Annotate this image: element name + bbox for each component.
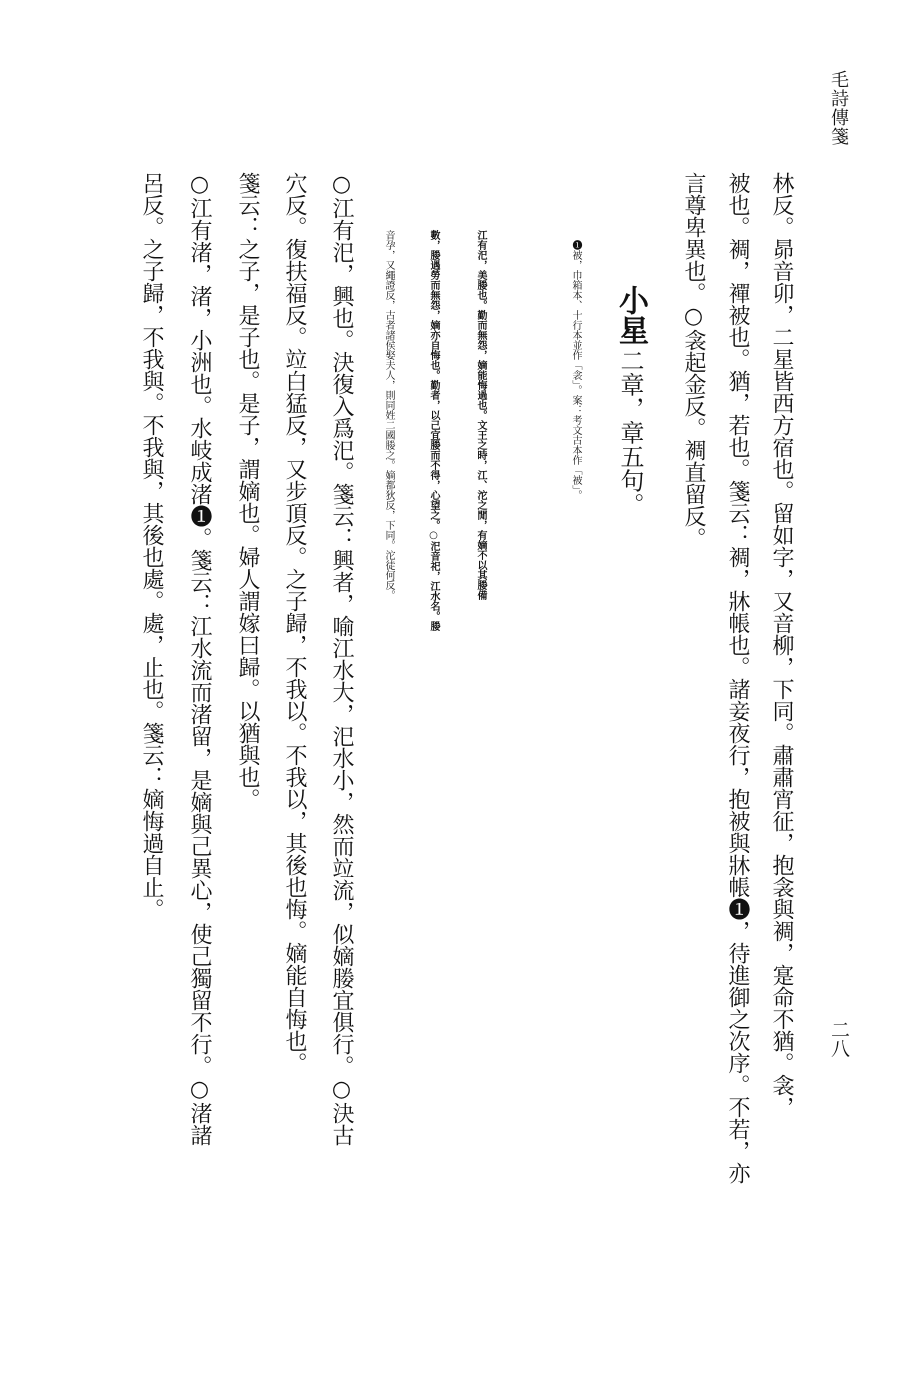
text-column: ○江有汜，興也。決復入爲汜。箋云：興者，喻江水大，汜水小，然而竝流，似嫡媵宜俱行。○決古 xyxy=(329,172,354,1146)
text-column: 呂反。之子歸，不我與。不我與，其後也處。處，止也。箋云：嫡悔過自止。 xyxy=(139,172,164,920)
text-column: 江有汜，美媵也。勤而無怨，嫡能悔過也。文王之時，江、沱之閒，有嫡不以其媵備 xyxy=(475,230,486,600)
text-column: 箋云：之子，是子也。是子，謂嫡也。婦人謂嫁曰歸。以猶與也。 xyxy=(235,172,260,810)
text-column: 音孕，又繩證反，古者諸侯娶夫人，則同姓二國媵之。嫡都狄反，下同。沱徒何反。 xyxy=(383,230,394,600)
section-chapters: 二章，章五句。 xyxy=(616,348,644,517)
running-head: 毛詩傳箋 xyxy=(828,70,849,146)
text-column: 林反。昴音卯，二星皆西方宿也。留如字，又音柳，下同。肅肅宵征，抱衾與裯，寔命不猶。衾， xyxy=(769,172,794,1118)
text-column: 被也。裯，襌被也。猶，若也。箋云：裯，牀帳也。諸妾夜行，抱被與牀帳❶，待進御之次序。不若，亦 xyxy=(725,172,750,1184)
text-column: 數，媵遇勞而無怨，嫡亦自悔也。勤者，以己宜媵而不得，心望之。○汜音祀，江水名。媵 xyxy=(428,230,439,631)
section-heading xyxy=(613,285,648,1385)
footnote: ❶被，巾箱本、十行本並作「衾」。案：考文古本作「被」。 xyxy=(570,240,581,500)
section-title: 小星 xyxy=(613,285,648,345)
text-column: 穴反。復扶福反。竝白猛反，又步頂反。之子歸，不我以。不我以，其後也悔。嫡能自悔也。 xyxy=(282,172,307,1074)
text-column: ○江有渚，渚，小洲也。水岐成渚❶。箋云：江水流而渚留，是嫡與己異心，使己獨留不行。○渚諸 xyxy=(187,172,212,1146)
text-column: 言尊卑異也。○衾起金反。裯直留反。 xyxy=(681,172,706,549)
page-number: 二八 xyxy=(828,1020,850,1058)
